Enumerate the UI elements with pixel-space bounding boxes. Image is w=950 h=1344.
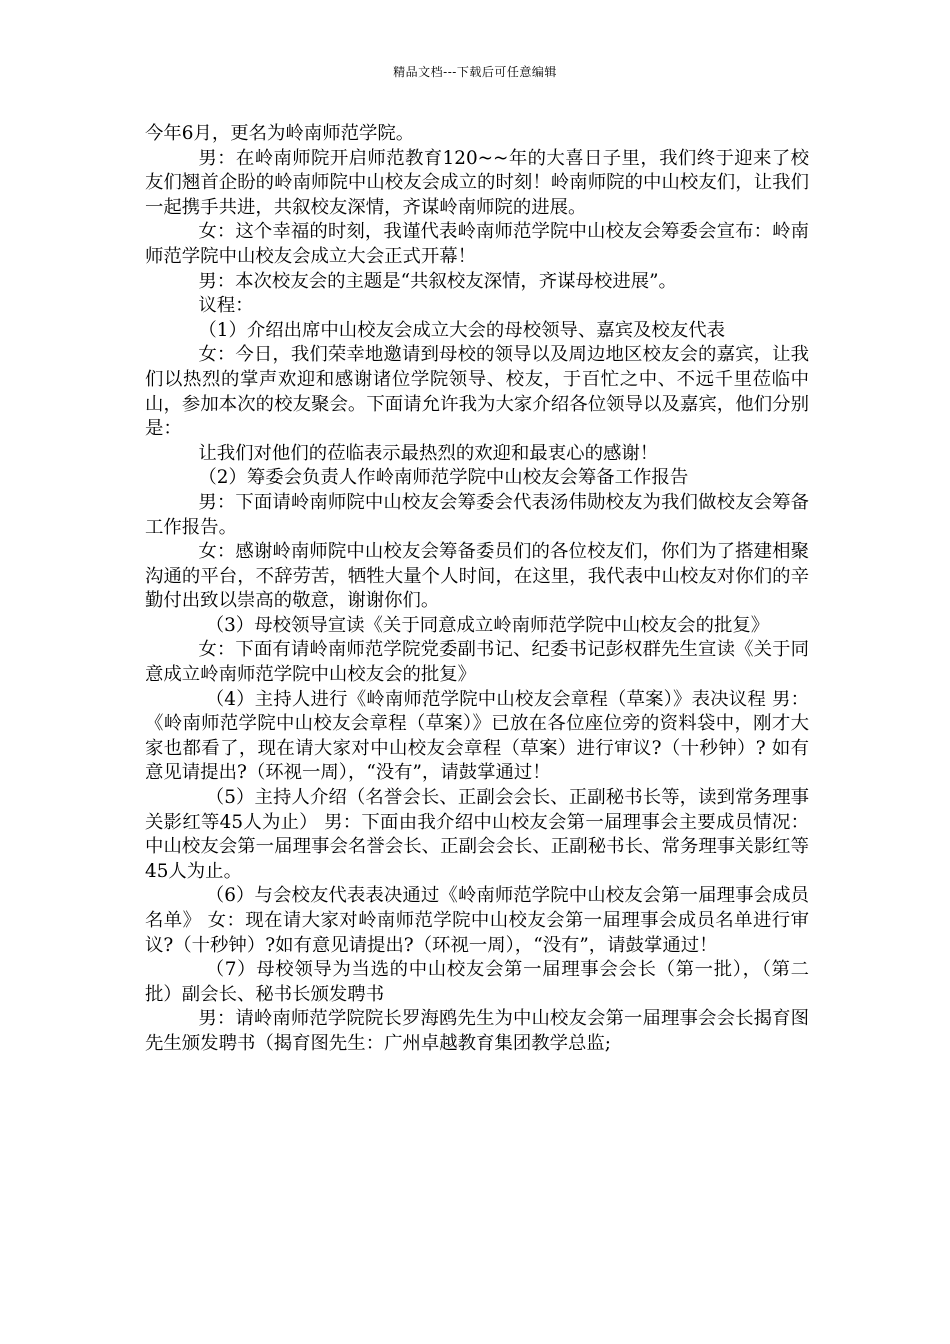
- paragraph: （3）母校领导宣读《关于同意成立岭南师范学院中山校友会的批复》: [205, 614, 770, 636]
- paragraph: 今年6月，更名为岭南师范学院。: [145, 123, 415, 144]
- paragraph: 男：下面请岭南师院中山校友会筹委会代表汤伟勋校友为我们做校友会筹备工作报告。: [145, 491, 809, 538]
- paragraph: （5）主持人介绍（名誉会长、正副会会长、正副秘书长等，读到常务理事关影红等45人为止） 男：下面由我介绍中山校友会第一届理事会主要成员情况：中山校友会第一届理事会名誉会长、正副会会长、正副秘书长、常务理事关影红等45人为止。: [145, 787, 809, 882]
- paragraph: 女：下面有请岭南师范学院党委副书记、纪委书记彭权群先生宣读《关于同意成立岭南师范学院中山校友会的批复》: [145, 639, 809, 686]
- paragraph: （1）介绍出席中山校友会成立大会的母校领导、嘉宾及校友代表: [198, 319, 725, 341]
- paragraph: （4）主持人进行《岭南师范学院中山校友会章程（草案）》表决议程 男：《岭南师范学院中山校友会章程（草案）》已放在各位座位旁的资料袋中，刚才大家也都看了，现在请大家对中山校友会章程（草案）进行审议?（十秒钟）? 如有意见请提出?（环视一周），“没有”，请鼓掌通过！: [145, 688, 809, 784]
- paragraph: 女：今日，我们荣幸地邀请到母校的领导以及周边地区校友会的嘉宾，让我们以热烈的掌声欢迎和感谢诸位学院领导、校友，于百忙之中、不远千里莅临中山，参加本次的校友聚会。下面请允许我为大家介绍各位领导以及嘉宾，他们分别是：: [145, 344, 809, 440]
- paragraph: （2）筹委会负责人作岭南师范学院中山校友会筹备工作报告: [198, 467, 689, 489]
- paragraph: 男：本次校友会的主题是“共叙校友深情，齐谋母校进展”。: [198, 270, 677, 292]
- paragraph: （7）母校领导为当选的中山校友会第一届理事会会长（第一批），（第二批）副会长、秘书长颁发聘书: [145, 959, 809, 1005]
- paragraph: 男：在岭南师院开启师范教育120~~年的大喜日子里，我们终于迎来了校友们翘首企盼的岭南师院中山校友会成立的时刻！岭南师院的中山校友们，让我们一起携手共进，共叙校友深情，齐谋岭南师院的进展。: [145, 147, 809, 218]
- document-body: [145, 122, 809, 1057]
- paragraph: 女：感谢岭南师院中山校友会筹备委员们的各位校友们，你们为了搭建相聚沟通的平台，不辞劳苦，牺牲大量个人时间，在这里，我代表中山校友对你们的辛勤付出致以崇高的敬意，谢谢你们。: [145, 541, 809, 612]
- page-header: 精品文档---下载后可任意编辑: [393, 65, 557, 79]
- paragraph: 女：这个幸福的时刻，我谨代表岭南师范学院中山校友会筹委会宣布：岭南师范学院中山校友会成立大会正式开幕！: [145, 221, 809, 267]
- paragraph: 男：请岭南师范学院院长罗海鸥先生为中山校友会第一届理事会会长揭育图先生颁发聘书（揭育图先生：广州卓越教育集团教学总监;: [145, 1008, 809, 1054]
- paragraph: 让我们对他们的莅临表示最热烈的欢迎和最衷心的感谢！: [198, 442, 659, 464]
- paragraph: （6）与会校友代表表决通过《岭南师范学院中山校友会第一届理事会成员名单》 女：现在请大家对岭南师范学院中山校友会第一届理事会成员名单进行审议?（十秒钟）?如有意见请提出?（环视一周），“没有”，请鼓掌通过！: [145, 885, 809, 956]
- paragraph: 议程：: [198, 295, 254, 317]
